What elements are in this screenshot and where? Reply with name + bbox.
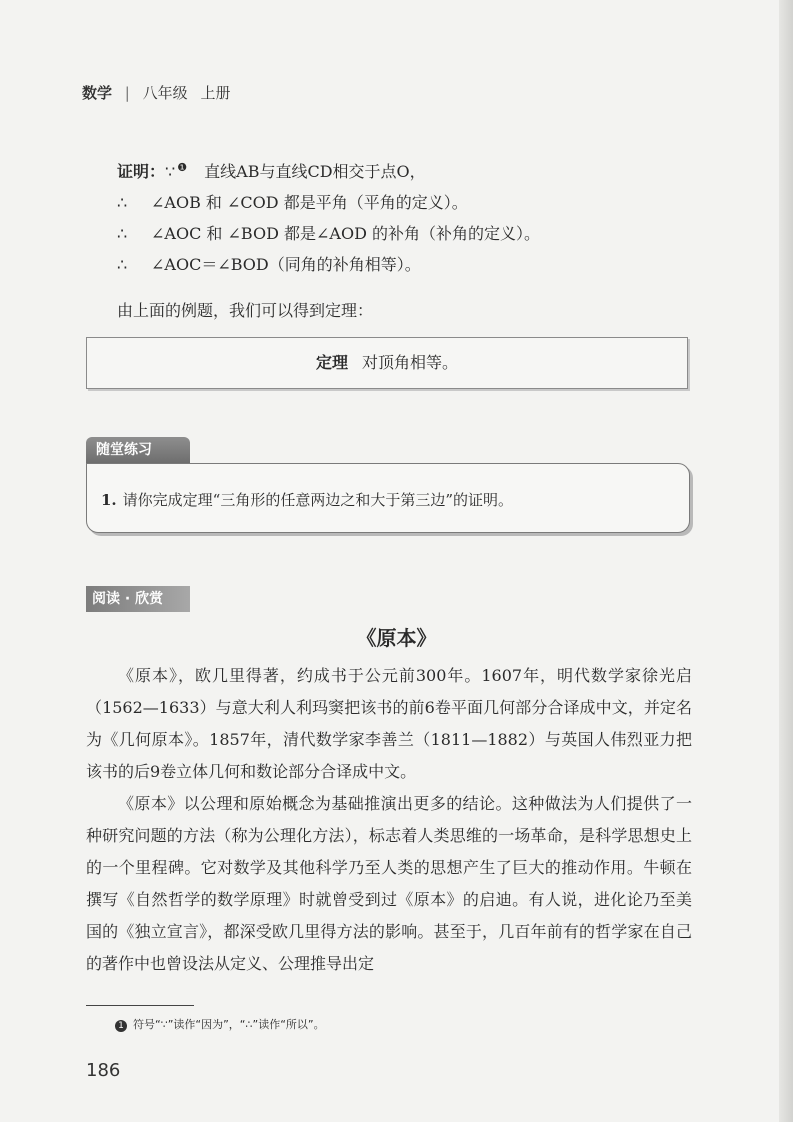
proof-line-4-text: ∠AOC＝∠BOD（同角的补角相等）。	[151, 255, 421, 274]
exercise-text: 请你完成定理“三角形的任意两边之和大于第三边”的证明。	[122, 491, 514, 509]
proof-block	[117, 152, 540, 280]
header-separator: |	[124, 84, 130, 102]
exercise-item	[101, 489, 513, 510]
footnote-divider	[86, 1005, 194, 1006]
therefore-symbol: ∴	[117, 224, 128, 243]
footnote-ref-icon: ❶	[177, 161, 188, 174]
footnote-number-icon: 1	[115, 1020, 127, 1032]
footnote-text: 符号“∵”读作“因为”，“∴”读作“所以”。	[133, 1018, 325, 1031]
lead-text: 由上面的例题，我们可以得到定理：	[117, 301, 374, 320]
header-subject: 数学	[82, 84, 113, 102]
therefore-symbol: ∴	[117, 193, 128, 212]
theorem-label: 定理	[315, 353, 348, 372]
proof-line-2-text: ∠AOB 和 ∠COD 都是平角（平角的定义）。	[151, 193, 468, 212]
because-symbol: ∵	[165, 162, 176, 181]
therefore-symbol: ∴	[117, 255, 128, 274]
header-grade: 八年级	[142, 84, 188, 102]
proof-line-4	[117, 249, 540, 280]
reading-tab: 阅读 · 欣赏	[86, 586, 190, 612]
exercise-tab: 随堂练习	[86, 437, 190, 463]
page-edge-shadow	[779, 0, 793, 1122]
article-paragraph: 《原本》，欧几里得著，约成书于公元前300年。1607年，明代数学家徐光启（1562—1633）与意大利人利玛窦把该书的前6卷平面几何部分合译成中文，并定名为《几何原本》。1857年，清代数学家李善兰（1811—1882）与英国人伟烈亚力把该书的后9卷立体几何和数论部分合译成中文。	[86, 666, 692, 781]
theorem-statement	[87, 338, 687, 388]
proof-line-3-text: ∠AOC 和 ∠BOD 都是∠AOD 的补角（补角的定义）。	[151, 224, 540, 243]
exercise-number: 1.	[101, 491, 117, 509]
running-header	[82, 82, 230, 103]
proof-line-1	[117, 152, 540, 187]
theorem-box	[86, 337, 688, 389]
article-body	[86, 660, 692, 980]
proof-line-2	[117, 187, 540, 218]
proof-label: 证明：	[117, 162, 166, 181]
header-volume: 上册	[200, 84, 231, 102]
footnote	[115, 1016, 325, 1032]
theorem-text: 对顶角相等。	[362, 353, 459, 372]
exercise-box	[86, 463, 690, 533]
proof-line-1-text: 直线AB与直线CD相交于点O，	[204, 162, 426, 181]
article-paragraph: 《原本》以公理和原始概念为基础推演出更多的结论。这种做法为人们提供了一种研究问题的方法（称为公理化方法），标志着人类思维的一场革命，是科学思想史上的一个里程碑。它对数学及其他科学乃至人类的思想产生了巨大的推动作用。牛顿在撰写《自然哲学的数学原理》时就曾受到过《原本》的启迪。有人说，进化论乃至美国的《独立宣言》，都深受欧几里得方法的影响。甚至于，几百年前有的哲学家在自己的著作中也曾设法从定义、公理推导出定	[86, 794, 692, 973]
article-title: 《原本》	[356, 626, 437, 650]
proof-line-3	[117, 218, 540, 249]
page-number: 186	[86, 1060, 121, 1081]
